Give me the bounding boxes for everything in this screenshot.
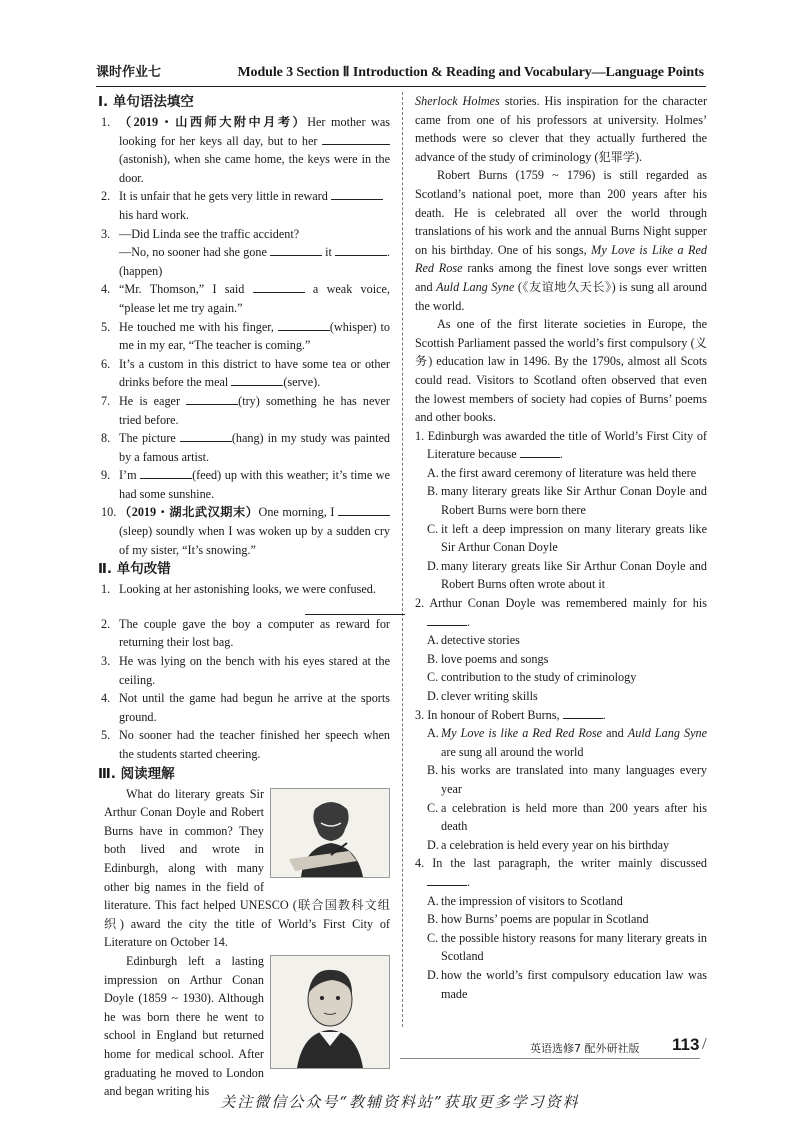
- item-text: . (happen): [119, 245, 390, 278]
- poet-portrait-image: [271, 956, 389, 1068]
- question-text: 1. Edinburgh was awarded the title of World’s First City of Literature because: [415, 428, 707, 462]
- option-label: B.: [427, 651, 439, 666]
- option-text: detective stories: [441, 633, 520, 648]
- q3-option-c[interactable]: [415, 799, 707, 836]
- item-number: 4.: [101, 691, 111, 706]
- option-text: many literary greats like Sir Arthur Conan Doyle and Robert Burns were born there: [441, 484, 707, 518]
- option-label: A.: [427, 465, 439, 480]
- question-text: 2. Arthur Conan Doyle was remembered mainly for his: [415, 596, 707, 611]
- question-4: [415, 854, 707, 891]
- question-2: [415, 594, 707, 631]
- item-text: I’m: [119, 468, 141, 483]
- item-text: “Mr. Thomson,” I said: [119, 282, 253, 297]
- option-text: a celebration is held more than 200 years after his death: [441, 800, 707, 834]
- left-column: [98, 92, 391, 1101]
- q1-option-d[interactable]: [415, 557, 707, 594]
- item-number: 1.: [101, 115, 111, 129]
- option-label: B.: [427, 763, 439, 778]
- grammar-item-6: [101, 355, 390, 392]
- option-text: love poems and songs: [441, 651, 549, 666]
- answer-blank[interactable]: [186, 393, 238, 405]
- item-number: 8.: [101, 431, 111, 446]
- option-text: his works are translated into many languages every year: [441, 763, 707, 796]
- q2-option-b[interactable]: [415, 650, 707, 669]
- passage-paragraph-2-continued: [415, 92, 707, 166]
- option-text: and: [602, 726, 628, 741]
- item-text: The picture: [119, 431, 180, 446]
- answer-blank[interactable]: [278, 319, 330, 331]
- item-text: Looking at her astonishing looks, we were confused.: [119, 582, 376, 597]
- item-number: 9.: [101, 468, 111, 483]
- page-header: [96, 62, 706, 84]
- item-text: —No, no sooner had she gone: [119, 245, 270, 260]
- answer-blank[interactable]: [270, 244, 322, 256]
- answer-blank[interactable]: [427, 614, 467, 626]
- answer-line[interactable]: [305, 599, 405, 615]
- writer-portrait-image: [271, 789, 389, 877]
- item-text: (serve).: [283, 375, 321, 390]
- correction-item-5: [101, 726, 390, 763]
- wechat-notice: 关注微信公众号“教辅资料站”获取更多学习资料: [220, 1093, 580, 1111]
- item-number: 3.: [101, 226, 111, 241]
- footer-rule: [400, 1058, 700, 1059]
- passage-paragraph-1: What do literary greats Sir Arthur Conan Doyle and Robert Burns have in common? They both lived and wrote in Edinburgh, along with many other big names in the field of literature. This fact helped UNESCO (联合国教科文组织) award the city the title of World’s First City of Literature on October 14.: [104, 786, 390, 950]
- item-number: 10.: [101, 505, 117, 520]
- passage-paragraph-4: As one of the first literate societies in Europe, the Scottish Parliament passed the world’s first compulsory (义务) education law in 1496. By the 1790s, almost all Scots could read. Visitors to Scotland often observed that even the lowest members of society had copies of Burns’ poems and other books.: [415, 317, 707, 425]
- q4-option-b[interactable]: [415, 910, 707, 929]
- song-title: Auld Lang Syne: [436, 279, 515, 294]
- option-label: A.: [427, 633, 439, 648]
- page-slash: /: [702, 1034, 707, 1053]
- q2-option-c[interactable]: [415, 668, 707, 687]
- answer-blank[interactable]: [427, 874, 467, 886]
- item-text: It’s a custom in this district to have some tea or other drinks before the meal: [119, 356, 390, 390]
- item-number: 5.: [101, 728, 111, 743]
- option-text: how Burns’ poems are popular in Scotland: [441, 912, 649, 927]
- item-text: (astonish), when she came home, the keys were in the door.: [119, 152, 390, 185]
- item-number: 7.: [101, 393, 111, 408]
- question-1: [415, 427, 707, 464]
- module-title: Module 3 Section Ⅱ Introduction & Reading and Vocabulary—Language Points: [237, 65, 704, 80]
- item-text: (sleep) soundly when I was woken up by a sudden cry of my sister, “It’s snowing.”: [119, 524, 390, 557]
- paragraph-text: (《友谊地久天长》) is sung all around the world.: [415, 279, 707, 313]
- song-title: My Love is like a Red Red Rose: [441, 726, 603, 741]
- q1-option-b[interactable]: [415, 482, 707, 519]
- question-tail: .: [602, 707, 606, 722]
- correction-item-4: [101, 689, 390, 726]
- option-label: A.: [427, 726, 439, 741]
- answer-blank[interactable]: [253, 281, 305, 293]
- answer-blank[interactable]: [231, 374, 283, 386]
- q4-option-d[interactable]: [415, 966, 707, 1003]
- item-text: —Did Linda see the traffic accident?: [119, 226, 300, 241]
- item-text: The couple gave the boy a computer as reward for returning their lost bag.: [119, 616, 390, 650]
- song-title: My Love is Like a Red Red Rose: [415, 242, 707, 276]
- option-label: B.: [427, 484, 439, 499]
- question-3: [415, 706, 707, 725]
- item-text: (whisper) to me in my ear, “The teacher is coming.”: [119, 319, 390, 353]
- item-number: 6.: [101, 356, 111, 371]
- option-label: D.: [427, 967, 439, 982]
- page-footer: [530, 1034, 707, 1056]
- q2-option-a[interactable]: [415, 631, 707, 650]
- q3-option-a[interactable]: [415, 724, 707, 761]
- item-text: Her mother was looking for her keys all day, but to her: [119, 115, 391, 148]
- answer-blank[interactable]: [338, 504, 390, 516]
- answer-blank[interactable]: [331, 188, 383, 200]
- book-edition: 英语选修7 配外研社版: [530, 1042, 640, 1055]
- item-text: (try) something he has never tried before.: [119, 393, 390, 427]
- question-tail: .: [467, 614, 471, 629]
- question-text: 3. In honour of Robert Burns,: [415, 707, 563, 722]
- option-text: the first award ceremony of literature was held there: [441, 465, 697, 480]
- item-text: It is unfair that he gets very little in reward: [119, 189, 331, 204]
- conan-doyle-portrait: [270, 788, 390, 878]
- q1-option-c[interactable]: [415, 520, 707, 557]
- item-number: 2.: [101, 616, 111, 631]
- correction-item-1: [101, 580, 390, 615]
- option-label: C.: [427, 800, 439, 815]
- burns-portrait: [270, 955, 390, 1069]
- grammar-item-9: [101, 466, 390, 503]
- item-text: He is eager: [119, 393, 187, 408]
- option-text: many literary greats like Sir Arthur Conan Doyle and Robert Burns often wrote about it: [441, 558, 707, 592]
- grammar-item-3: [101, 225, 390, 281]
- answer-blank[interactable]: [322, 133, 390, 145]
- answer-blank[interactable]: [335, 244, 387, 256]
- passage-paragraph-3: [415, 166, 707, 315]
- item-text: it: [321, 245, 335, 260]
- question-tail: .: [467, 874, 471, 889]
- option-text: clever writing skills: [441, 689, 538, 703]
- paragraph-text: stories. His inspiration for the character came from one of his professors at university. Holmes’ methods were so clever that they actually furthered the advance of the study of criminology (犯罪学).: [415, 94, 707, 164]
- q1-option-a[interactable]: [415, 464, 707, 483]
- grammar-item-10: [101, 503, 390, 559]
- option-text: the impression of visitors to Scotland: [441, 893, 623, 908]
- grammar-item-5: [101, 318, 390, 355]
- header-rule: [96, 86, 706, 87]
- question-tail: .: [559, 447, 563, 462]
- option-text: how the world’s first compulsory education law was made: [441, 967, 707, 1001]
- item-source: （2019・山西师大附中月考）: [119, 115, 308, 129]
- option-label: A.: [427, 893, 439, 908]
- q2-option-d[interactable]: [415, 687, 707, 706]
- option-label: C.: [427, 930, 439, 945]
- item-source: （2019・湖北武汉期末）: [119, 505, 259, 520]
- correction-item-2: [101, 615, 390, 652]
- q3-option-d[interactable]: [415, 836, 707, 855]
- paragraph-text: ranks among the finest love songs ever written and: [415, 261, 707, 294]
- song-title: Auld Lang Syne: [627, 726, 707, 741]
- item-text: He was lying on the bench with his eyes stared at the ceiling.: [119, 654, 390, 687]
- item-text: Not until the game had begun he arrive at the sports ground.: [119, 691, 390, 724]
- option-label: C.: [427, 521, 439, 536]
- column-divider: [402, 92, 403, 1027]
- answer-blank[interactable]: [563, 707, 603, 719]
- correction-item-3: [101, 652, 390, 689]
- option-label: C.: [427, 670, 439, 685]
- item-number: 5.: [101, 319, 111, 334]
- item-text: (feed) up with this weather; it’s time we had some sunshine.: [119, 468, 390, 501]
- q3-option-b[interactable]: [415, 761, 707, 798]
- option-label: B.: [427, 912, 439, 927]
- right-column: [415, 92, 707, 1003]
- option-text: are sung all around the world: [441, 744, 584, 759]
- item-text: One morning, I: [258, 505, 338, 520]
- item-text: No sooner had the teacher finished her speech when the students started cheering.: [119, 728, 390, 761]
- paragraph-text: Robert Burns (1759 ~ 1796) is still regarded as Scotland’s national poet, more than 200 years after his death. He is celebrated all over the world through translations of his work and the annual Burns Night supper on his birthday. One of his songs,: [415, 168, 707, 257]
- grammar-item-8: [101, 429, 390, 466]
- answer-blank[interactable]: [520, 446, 560, 458]
- grammar-item-1: [101, 113, 391, 187]
- answer-blank[interactable]: [140, 467, 192, 479]
- q4-option-a[interactable]: [415, 892, 707, 911]
- book-title: Sherlock Holmes: [415, 94, 500, 108]
- item-number: 4.: [101, 282, 111, 297]
- option-text: the possible history reasons for many literary greats in Scotland: [441, 930, 707, 964]
- item-number: 2.: [101, 189, 111, 204]
- item-number: 1.: [101, 582, 111, 597]
- option-label: D.: [427, 837, 439, 852]
- option-text: a celebration is held every year on his birthday: [441, 837, 670, 852]
- section1-title: Ⅰ. 单句语法填空: [98, 94, 194, 110]
- option-text: contribution to the study of criminology: [441, 670, 637, 685]
- paragraph-text: Edinburgh left a lasting impression on Arthur Conan Doyle (1859 ~ 1930). Although he was born there he went to school in England but returned home for medical school. After graduating he moved to London and began writing his: [104, 953, 264, 1099]
- answer-blank[interactable]: [180, 430, 232, 442]
- item-text: his hard work.: [119, 207, 190, 222]
- option-label: D.: [427, 689, 439, 703]
- section2-title: Ⅱ. 单句改错: [98, 561, 171, 578]
- q4-option-c[interactable]: [415, 929, 707, 966]
- lesson-label: 课时作业七: [96, 65, 162, 80]
- option-label: D.: [427, 558, 439, 573]
- item-text: He touched me with his finger,: [119, 319, 278, 334]
- grammar-item-4: [101, 280, 390, 317]
- question-text: 4. In the last paragraph, the writer mainly discussed: [415, 856, 707, 871]
- item-text: (hang) in my study was painted by a famous artist.: [119, 431, 390, 464]
- section3-title: Ⅲ. 阅读理解: [98, 765, 175, 782]
- grammar-item-2: [101, 187, 390, 224]
- item-number: 3.: [101, 654, 111, 669]
- page-number: 113: [672, 1035, 700, 1054]
- grammar-item-7: [101, 392, 390, 429]
- item-text: a weak voice, “please let me try again.”: [119, 282, 390, 315]
- option-text: it left a deep impression on many literary greats like Sir Arthur Conan Doyle: [441, 521, 707, 555]
